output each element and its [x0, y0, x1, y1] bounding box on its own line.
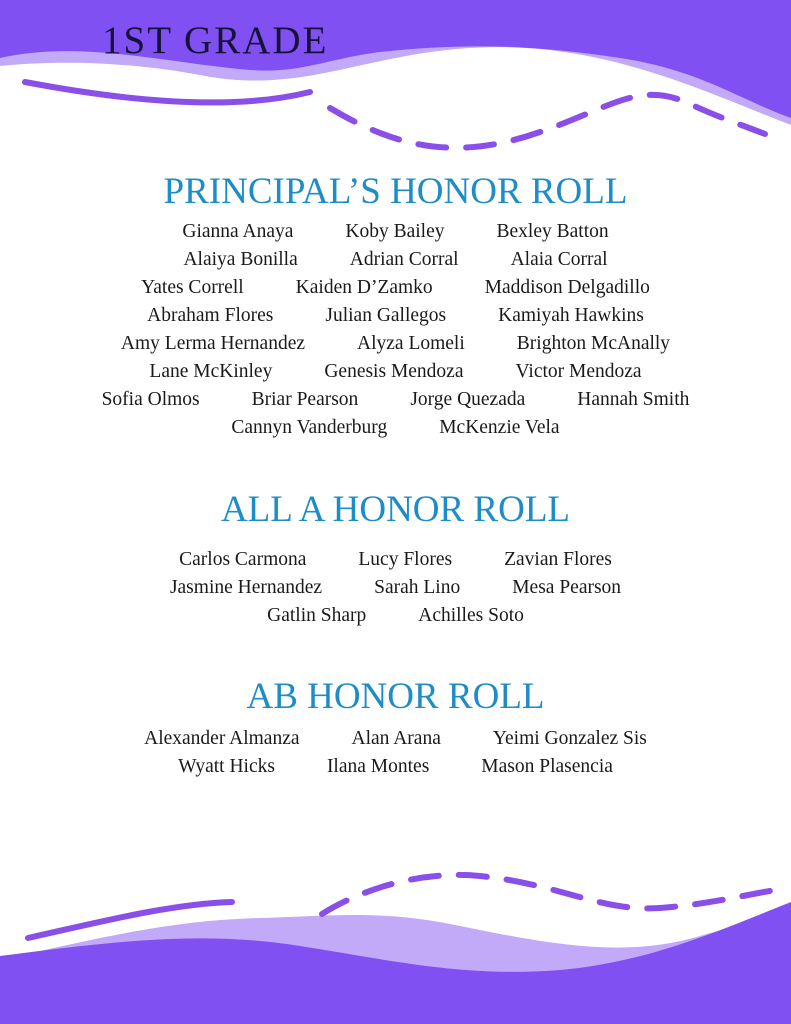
student-name: Koby Bailey — [345, 221, 445, 242]
name-row — [0, 574, 791, 602]
student-name: Wyatt Hicks — [178, 756, 275, 777]
student-name: Kaiden D’Zamko — [295, 277, 433, 298]
name-row — [0, 330, 791, 358]
name-row — [0, 218, 791, 246]
section-heading: PRINCIPAL’S HONOR ROLL — [163, 171, 628, 212]
top-wave-dashed-line — [330, 95, 765, 148]
bottom-wave-decoration — [0, 860, 791, 1024]
name-row — [0, 414, 791, 442]
student-name: Ilana Montes — [326, 756, 430, 777]
name-row — [0, 546, 791, 574]
principals-honor-roll-section — [0, 172, 791, 442]
student-name: Alan Arana — [351, 728, 441, 749]
student-name: Maddison Delgadillo — [484, 277, 650, 298]
student-name: Julian Gallegos — [325, 305, 447, 326]
name-row — [0, 725, 791, 753]
student-name: Cannyn Vanderburg — [231, 417, 388, 438]
name-row — [0, 602, 791, 630]
name-row — [0, 386, 791, 414]
student-name: Alyza Lomeli — [357, 333, 465, 354]
name-row — [0, 358, 791, 386]
student-name: Mesa Pearson — [512, 577, 622, 598]
student-name: Achilles Soto — [418, 605, 524, 626]
name-row — [0, 274, 791, 302]
student-name: Gianna Anaya — [182, 221, 294, 242]
student-name: Abraham Flores — [147, 305, 274, 326]
name-row — [0, 246, 791, 274]
student-name: Kamiyah Hawkins — [498, 305, 644, 326]
student-name: McKenzie Vela — [439, 417, 560, 438]
student-name: Alaiya Bonilla — [183, 249, 298, 270]
student-name: Victor Mendoza — [515, 361, 642, 382]
name-row — [0, 753, 791, 781]
page-title: 1ST GRADE — [102, 19, 329, 62]
student-name: Carlos Carmona — [179, 549, 307, 570]
student-name: Adrian Corral — [349, 249, 459, 270]
student-name: Alexander Almanza — [144, 728, 300, 749]
student-name: Genesis Mendoza — [324, 361, 464, 382]
student-name: Sarah Lino — [374, 577, 461, 598]
student-name: Yeimi Gonzalez Sis — [492, 728, 647, 749]
student-name: Lane McKinley — [149, 361, 273, 382]
student-name: Brighton McAnally — [516, 333, 671, 354]
ab-honor-roll-section — [0, 677, 791, 781]
student-name: Yates Correll — [141, 277, 244, 298]
student-name: Lucy Flores — [358, 549, 453, 570]
student-name: Jorge Quezada — [410, 389, 526, 410]
student-name: Jasmine Hernandez — [169, 577, 323, 598]
student-name: Gatlin Sharp — [267, 605, 367, 626]
section-heading: ALL A HONOR ROLL — [220, 489, 571, 530]
student-name: Hannah Smith — [577, 389, 690, 410]
section-heading: AB HONOR ROLL — [246, 676, 545, 717]
student-name: Briar Pearson — [251, 389, 359, 410]
name-row — [0, 302, 791, 330]
student-name: Sofia Olmos — [101, 389, 200, 410]
student-name: Bexley Batton — [496, 221, 609, 242]
bottom-wave-dashed-line — [322, 875, 775, 914]
student-name: Zavian Flores — [504, 549, 612, 570]
all-a-honor-roll-section — [0, 490, 791, 630]
student-name: Alaia Corral — [510, 249, 608, 270]
student-name: Amy Lerma Hernandez — [120, 333, 306, 354]
student-name: Mason Plasencia — [481, 756, 613, 777]
top-wave-solid-line — [25, 82, 310, 102]
